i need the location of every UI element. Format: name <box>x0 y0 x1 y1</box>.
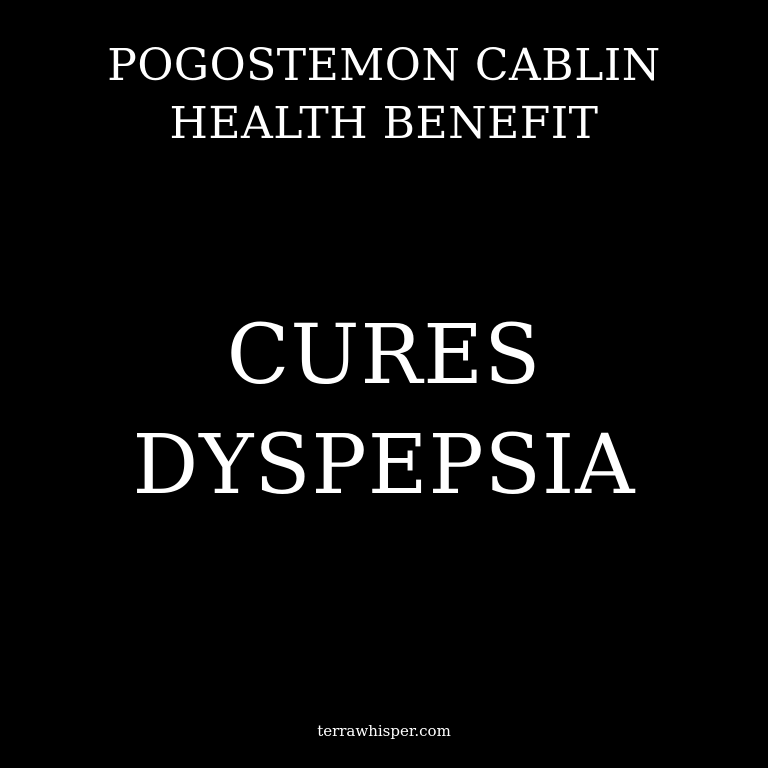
plant-name: POGOSTEMON CABLIN <box>107 40 661 91</box>
headline-condition: DYSPEPSIA <box>132 418 636 513</box>
website-credit: terrawhisper.com <box>317 722 451 740</box>
headline-verb: CURES <box>226 308 542 403</box>
category-label: HEALTH BENEFIT <box>169 98 599 149</box>
